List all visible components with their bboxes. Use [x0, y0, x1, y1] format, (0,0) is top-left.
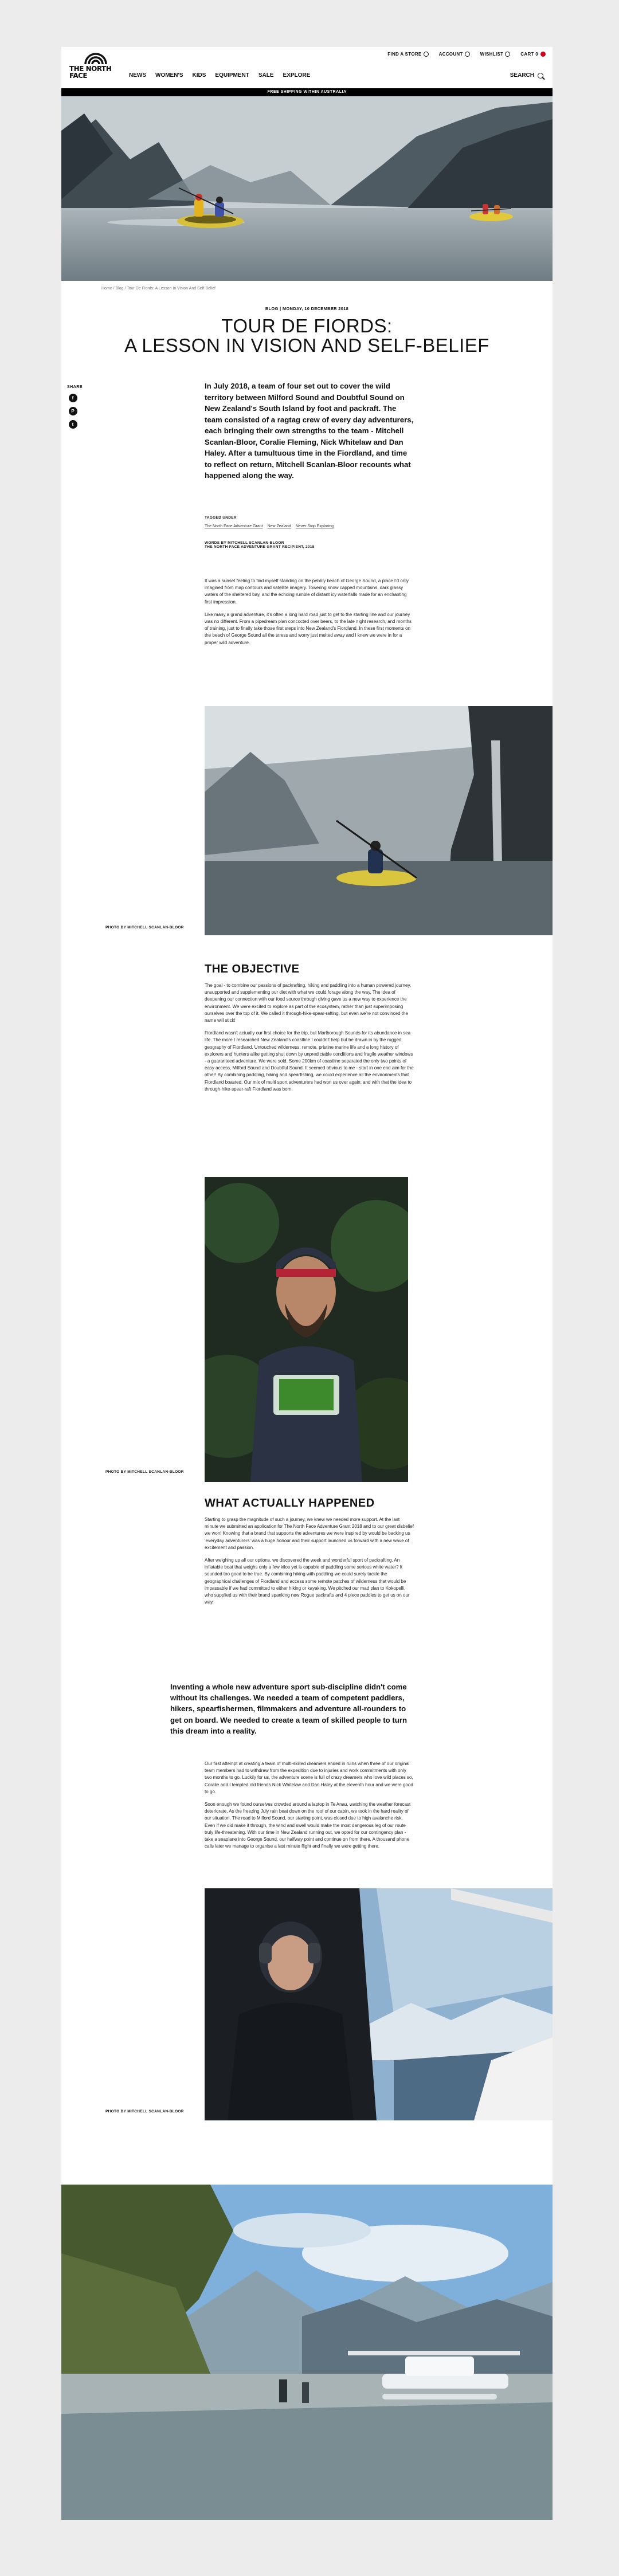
account-label: ACCOUNT	[438, 52, 463, 57]
heart-icon	[505, 52, 510, 57]
wishlist-label: WISHLIST	[480, 52, 504, 57]
logo-wordmark: THE NORTH FACE	[69, 65, 112, 80]
user-icon	[465, 52, 470, 57]
nav-item-womens[interactable]: WOMEN'S	[155, 72, 183, 79]
pull-quote: Inventing a whole new adventure sport sub-discipline didn't come without its challenges. We needed a team of competent paddlers, hikers, spearfishermen, filmmakers and adventure all-rounders to get on board. We needed to create a team of skilled people to turn this dream into a reality.	[170, 1683, 408, 1735]
body-paragraph: It was a sunset feeling to find myself standing on the pebbly beach of George Sound, a place I'd only imagined from map contours and satellite imagery. Towering snow capped mountains, dark glassy waters of the sheltered bay, and the echoing rumble of distant icy waterfalls made for an enchanting first impression.	[205, 578, 409, 605]
facebook-icon[interactable]: f	[69, 394, 77, 402]
logo-mark-icon	[68, 53, 112, 65]
nav-item-kids[interactable]: KIDS	[192, 72, 206, 79]
find-store-label: FIND A STORE	[387, 52, 422, 57]
body-paragraph: Our first attempt at creating a team of multi-skilled dreamers ended in ruins when three of our original team members had to withdraw from the expedition due to injuries and work commitments with only two months to go. Luckily for us, the adventure scene is full of crazy dreamers who love wild places so, Coralie and I tempted old friends Nick Whitelaw and Dan Haley at the eleventh hour and we were good to go.	[205, 1761, 413, 1794]
body-paragraph: Soon enough we found ourselves crowded around a laptop in Te Anau, watching the weather forecast deteriorate. As the freezing July rain beat down on the roof of our cabin, we took in the hard reality of our situation. The road to Milford Sound, our starting point, was closed due to high avalanche risk. Even if we did make it through, the wind and swell would make the most dangerous leg of our route truly life-threatening. With our time in New Zealand running out, we opted for our contingency plan - take a seaplane into George Sound, our halfway point and continue on from there. A thousand phone calls later we manage to organise a last minute flight and finally we were getting there.	[205, 1802, 411, 1849]
photo-caption: PHOTO BY MITCHELL SCANLAN-BLOOR	[105, 926, 184, 930]
page	[61, 47, 553, 2520]
photo-pilot-illustration	[205, 1888, 553, 2120]
title-line-2: A LESSON IN VISION AND SELF-BELIEF	[124, 335, 489, 356]
article-dateline: BLOG | MONDAY, 10 DECEMBER 2018	[265, 306, 349, 311]
nav-item-news[interactable]: NEWS	[129, 72, 146, 79]
utility-bar	[387, 52, 546, 57]
hero-image	[61, 96, 553, 281]
photo-portrait-illustration	[205, 1177, 408, 1482]
photo-caption: PHOTO BY MITCHELL SCANLAN-BLOOR	[105, 1470, 184, 1474]
article-photo-seaplane-pilot	[205, 1888, 553, 2120]
twitter-icon[interactable]: t	[69, 420, 77, 429]
body-paragraph: Like many a grand adventure, it's often a long hard road just to get to the starting line and our journey was no different. From a pipedream plan concocted over beers, to the late night research, and months of training, just to finally take those first steps into New Zealand's Fiordland. In these first moments on the beach of George Sound all the stress and worry just melted away and I knew we were in for a proper wild adventure.	[205, 611, 412, 645]
main-nav	[129, 72, 310, 79]
search-button[interactable]	[510, 72, 543, 79]
breadcrumb[interactable]: Home / Blog / Tour De Fiords: A Lesson In Vision And Self-Belief	[101, 287, 216, 291]
pinterest-icon[interactable]: P	[69, 407, 77, 415]
page-title	[61, 316, 553, 355]
article-photo-seaplane-landing	[61, 2185, 553, 2520]
hero-illustration	[61, 96, 553, 281]
pin-icon	[424, 52, 429, 57]
body-paragraph: The goal - to combine our passions of packrafting, hiking and paddling into a human powered journey, unsupported and supplementing our diet with what we could forage along the way. The idea of deepening our connection with our food source through diving gave us a new way to experience the environment. We were excited to explore as part of the ecosystem, rather than just superimposing ourselves over the top of it. We called it through-hike-spear-rafting, but even we're not convinced the name will stick!	[205, 983, 412, 1024]
account-link[interactable]	[439, 52, 470, 57]
byline-author: WORDS BY MITCHELL SCANLAN-BLOOR	[205, 541, 284, 545]
tags-label: TAGGED UNDER	[205, 516, 237, 520]
section-heading-what-happened: WHAT ACTUALLY HAPPENED	[205, 1497, 375, 1509]
byline	[205, 541, 411, 549]
tag-link[interactable]: Never Stop Exploring	[295, 524, 334, 528]
article-photo-portrait	[205, 1177, 408, 1482]
photo-caption: PHOTO BY MITCHELL SCANLAN-BLOOR	[105, 2110, 184, 2114]
body-section-2	[205, 982, 414, 1099]
body-paragraph: Fiordland wasn't actually our first choice for the trip, but Marlborough Sounds for its abundance in sea life. The more I researched New Zealand's coastline I couldn't help but be drawn in by the rugged geography of Fiordland. Untouched wilderness, remote, pristine marine life and a long history of explorers and hunters alike getting shut down by unpredictable conditions and fragile weather windows - a guaranteed adventure. We were sold. Some 200km of coastline separated the only two points of easy access, Milford Sound and Doubtful Sound. It seemed obvious to me - start in one end aim for the other! By combining paddling, hiking and spearfishing, we could experience all the environments that Fiordland boasted. Our mix of multi sport adventurers had won us over again; and with that the idea to through-hike-spear-raft Fiordland was born.	[205, 1030, 414, 1092]
byline-role: THE NORTH FACE ADVENTURE GRANT RECIPIENT, 2018	[205, 545, 315, 549]
search-icon	[538, 73, 543, 79]
tag-link[interactable]: The North Face Adventure Grant	[205, 524, 263, 528]
tag-link[interactable]: New Zealand	[267, 524, 291, 528]
share-label: SHARE	[67, 385, 83, 389]
body-paragraph: Starting to grasp the magnitude of such a journey, we knew we needed more support. At the last minute we submitted an application for The North Face Adventure Grant 2018 and to our great disbelief we won! Knowing that a brand that supports the adventures we were inspired by would be backing us 'everyday adventurers' was a huge honour and their support launched us forward with a new wave of excitement and passion.	[205, 1517, 414, 1550]
photo-kayak-illustration	[205, 706, 553, 935]
tags-section	[205, 516, 334, 528]
body-section-1	[205, 578, 414, 652]
cart-count: 0	[535, 52, 538, 57]
body-section-4	[205, 1761, 414, 1856]
body-paragraph: After weighing up all our options, we discovered the week and wonderful sport of packrafting. An inflatable boat that weighs only a few kilos yet is capable of paddling some serious white water? It sounded too good to be true. By combining hiking with paddling we could surely tackle the geographical challenges of Fiordland and access some remote patches of wilderness that would be impassable if we had committed to either hiking or kayaking. We pitched our mad plan to Kokopelli, who supplied us with their brand spanking new Rogue packrafts and 4 piece paddles to get us on our way.	[205, 1558, 410, 1605]
find-store-link[interactable]	[387, 52, 428, 57]
shipping-banner: FREE SHIPPING WITHIN AUSTRALIA	[61, 88, 553, 96]
search-label: SEARCH	[510, 72, 534, 79]
nav-item-sale[interactable]: SALE	[258, 72, 274, 79]
flag-icon	[540, 52, 546, 57]
logo[interactable]	[68, 53, 112, 78]
nav-item-explore[interactable]: EXPLORE	[283, 72, 311, 79]
tag-links	[205, 524, 334, 528]
article-intro: In July 2018, a team of four set out to cover the wild territory between Milford Sound and Doubtful Sound on New Zealand's South Island by foot and packraft. The team consisted of a ragtag crew of every day adventurers, each bringing their own strengths to the team - Mitchell Scanlan-Bloor, Coralie Fleming, Nick Whitelaw and Dan Haley. After a tumultuous time in the Fiordland, and time to reflect on return, Mitchell Scanlan-Bloor recounts what happened along the way.	[205, 382, 414, 480]
wishlist-link[interactable]	[480, 52, 511, 57]
title-line-1: TOUR DE FIORDS:	[221, 315, 393, 336]
cart-link[interactable]	[520, 52, 546, 57]
nav-item-equipment[interactable]: EQUIPMENT	[215, 72, 249, 79]
photo-landing-illustration	[61, 2185, 553, 2520]
share-bar	[67, 385, 83, 429]
section-heading-objective: THE OBJECTIVE	[205, 963, 300, 975]
article-photo-kayak	[205, 706, 553, 935]
cart-label: CART	[520, 52, 534, 57]
body-section-3	[205, 1516, 414, 1612]
